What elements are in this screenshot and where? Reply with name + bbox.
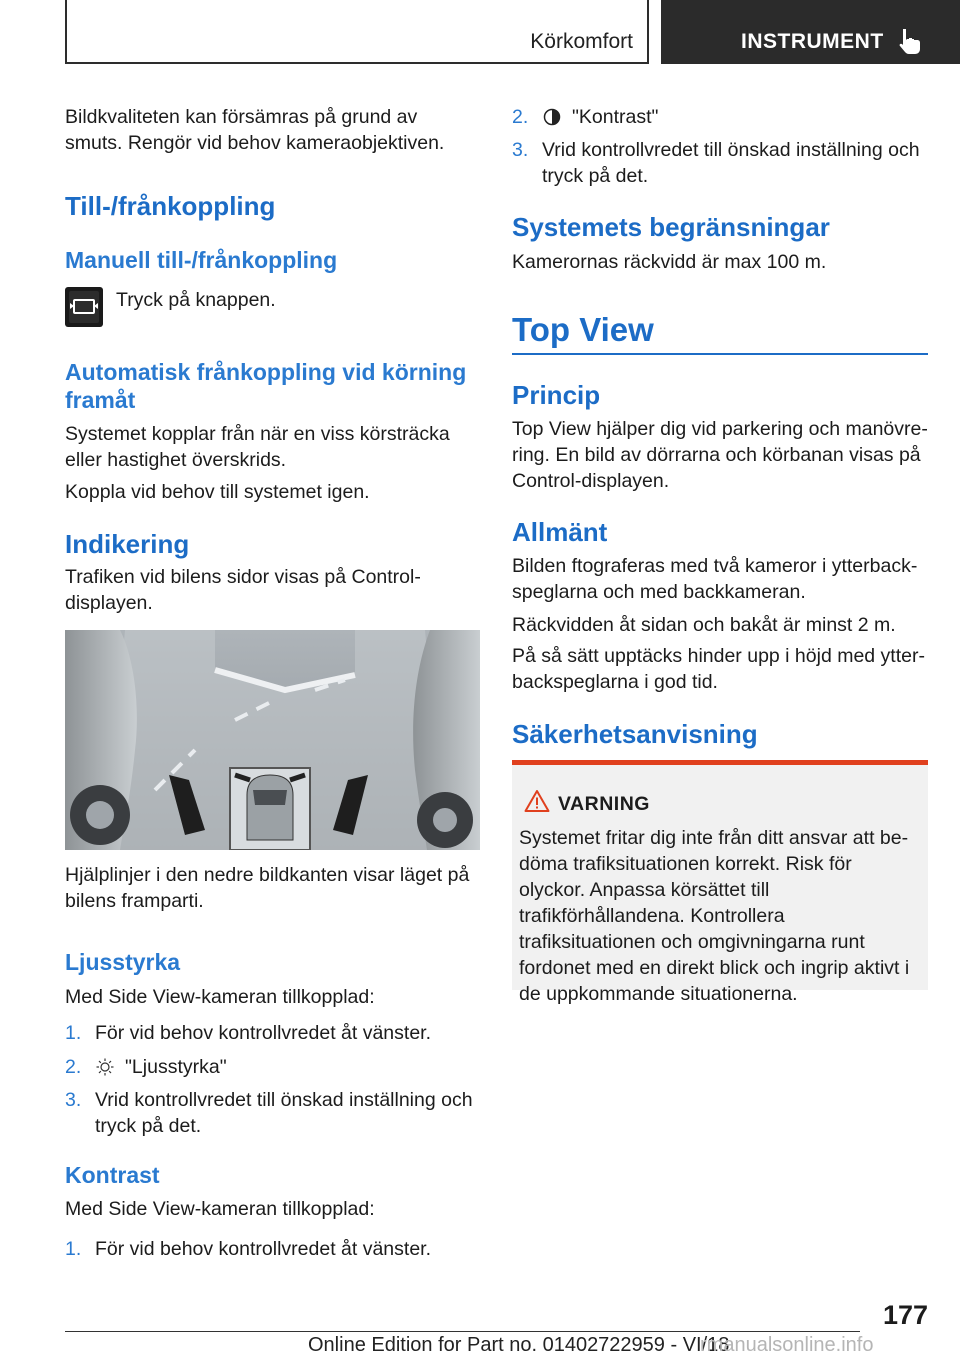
brightness-intro: Med Side View-kameran tillkopplad: [65, 986, 375, 1008]
watermark: rmanualsonline.info [700, 1334, 874, 1356]
general-text-2: Räckvidden åt sidan och bakåt är minst 2 m. [512, 614, 896, 636]
heading-limits: Systemets begränsningar [512, 212, 830, 242]
heading-contrast: Kontrast [65, 1162, 160, 1188]
footer-rule [65, 1331, 860, 1332]
principle-text: Top View hjälper dig vid parkering och manövrering. En bild av dörrarna och körbanan visas på Control-displayen. [512, 418, 928, 492]
heading-indication: Indikering [65, 529, 190, 559]
auto-off-text-1: Systemet kopplar från när en viss körsträcka eller hastighet överskrids. [65, 423, 450, 471]
general-text-3: På så sätt upptäcks hinder upp i höjd med ytterbackspeglarna i god tid. [512, 645, 925, 693]
warning-text: Systemet fritar dig inte från ditt ansvar att bedöma trafiksituationen korrekt. Risk för olyckor. Anpassa körsättet till trafikförhållandena. Kontrollera trafiksituationen och omgivningarna runt fordonet med en direkt blick och ingrip aktivt i de uppkommande situationerna. [519, 827, 910, 1005]
side-view-display-illustration [65, 630, 480, 850]
chapter-tab [661, 0, 960, 64]
heading-manual: Manuell till-/frånkoppling [65, 247, 338, 273]
page-number: 177 [882, 1300, 928, 1330]
section-tab-label: Körkomfort [530, 30, 633, 53]
side-view-camera-button-icon [65, 287, 103, 327]
heading-principle: Princip [512, 380, 601, 410]
heading-top-view: Top View [512, 311, 654, 348]
heading-auto-off: Automatisk frånkoppling vid körning framåt [65, 359, 467, 413]
indication-text: Trafiken vid bilens sidor visas på Control-displayen. [65, 566, 421, 614]
contrast-intro: Med Side View-kameran tillkopplad: [65, 1198, 375, 1220]
warning-triangle-icon [524, 789, 550, 813]
section-tab [65, 0, 649, 64]
heading-brightness: Ljusstyrka [65, 949, 181, 975]
intro-text: Bildkvaliteten kan försämras på grund av smuts. Rengör vid behov kameraobjektiven. [65, 106, 445, 154]
heading-general: Allmänt [512, 517, 608, 547]
pointing-hand-icon [897, 27, 923, 55]
heading-underline [512, 353, 928, 355]
edition-footer: Online Edition for Part no. 01402722959 - VI/18 [308, 1334, 730, 1356]
warning-box [512, 760, 928, 1005]
heading-safety: Säkerhetsanvisning [512, 719, 758, 749]
limits-text: Kamerornas räckvidd är max 100 m. [512, 251, 827, 273]
auto-off-text-2: Koppla vid behov till systemet igen. [65, 481, 370, 503]
general-text-1: Bilden ftograferas med två kameror i ytterbackspeglarna och med backkameran. [512, 555, 918, 603]
illustration-caption: Hjälplinjer i den nedre bildkanten visar läget på bilens framparti. [65, 864, 470, 912]
button-instruction: Tryck på knappen. [116, 289, 276, 311]
chapter-tab-label: INSTRUMENT [741, 30, 884, 53]
warning-title: VARNING [558, 793, 650, 815]
sun-icon [96, 1058, 114, 1076]
contrast-icon [543, 108, 561, 126]
heading-onoff: Till-/frånkoppling [65, 191, 276, 221]
